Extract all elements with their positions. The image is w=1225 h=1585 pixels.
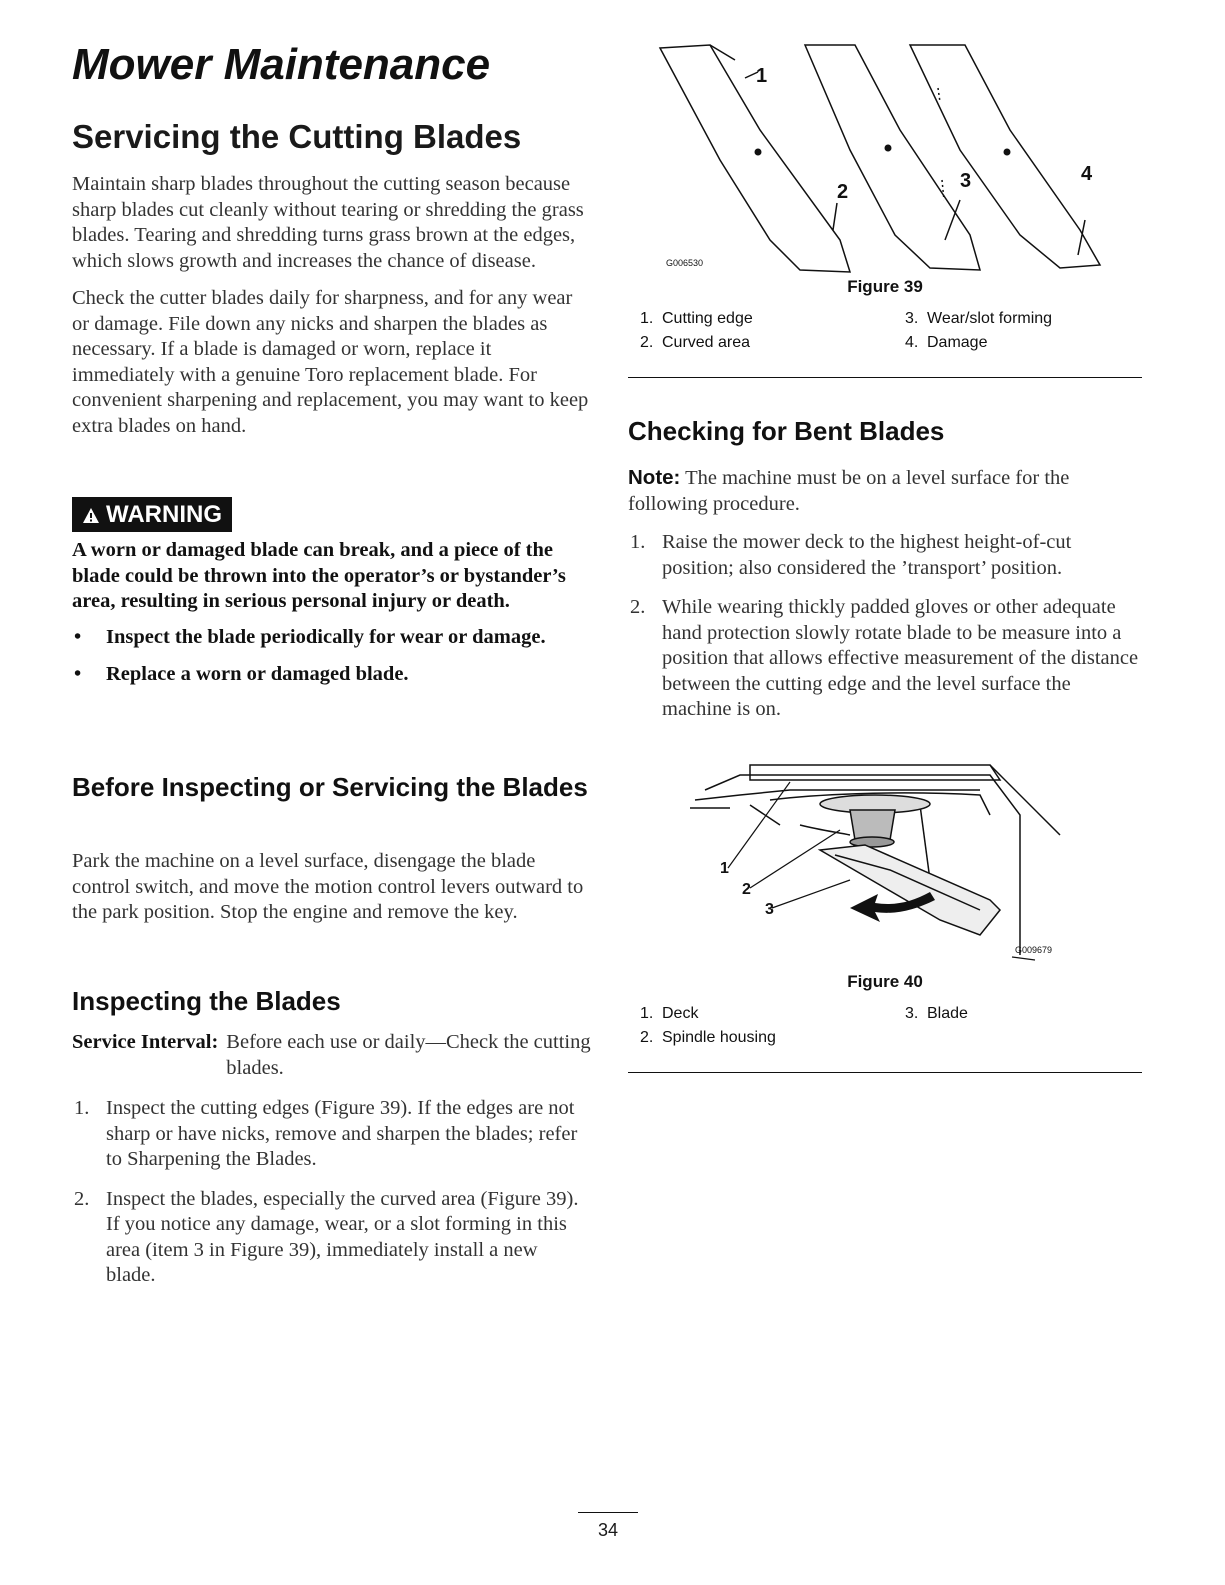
before-inspecting-heading: Before Inspecting or Servicing the Blades (72, 772, 588, 802)
warning-item: • Replace a worn or damaged blade. (72, 662, 592, 688)
figure-39-blades-illustration (640, 40, 1130, 288)
figure-39-callout-2: 2 (837, 181, 849, 203)
figure-39-legend-right (905, 310, 1135, 358)
list-item: 1. Inspect the cutting edges (Figure 39). If the edges are not sharp or have nicks, remove and sharpen the blades; refer to Sharpening the Blades. (74, 1097, 578, 1170)
bent-blades-steps (628, 530, 1142, 737)
bent-blades-heading: Checking for Bent Blades (628, 416, 945, 446)
bullet: • (74, 625, 82, 648)
page-number-rule (578, 1512, 638, 1513)
legend-item: 3. Wear/slot forming (905, 310, 1053, 327)
note-label: Note: (628, 466, 681, 489)
figure-40-callout-3: 3 (765, 901, 774, 918)
inspecting-heading: Inspecting the Blades (72, 986, 341, 1016)
divider (628, 1072, 1142, 1073)
note-text: The machine must be on a level surface for the following procedure. (628, 467, 1070, 515)
legend-item: 3. Blade (905, 1005, 968, 1022)
warning-item: • Inspect the blade periodically for wear or damage. (72, 625, 592, 651)
warning-text: A worn or damaged blade can break, and a piece of the blade could be thrown into the operator’s or bystander’s area, resulting in serious personal injury or death. (72, 539, 566, 612)
legend-item: 1. Deck (640, 1005, 699, 1022)
figure-40-legend-left (640, 1005, 900, 1053)
section-title: Servicing the Cutting Blades (72, 118, 522, 155)
figure-40-callout-2: 2 (742, 881, 751, 898)
warning-badge (72, 497, 232, 532)
figure-40-callout-1: 1 (720, 860, 729, 877)
figure-39-legend-left (640, 310, 900, 358)
service-interval-text: Before each use or daily—Check the cutting blades. (226, 1031, 591, 1079)
legend-item: 1. Cutting edge (640, 310, 753, 327)
warning-block (72, 538, 592, 700)
service-interval (72, 1030, 592, 1081)
legend-item: 2. Spindle housing (640, 1029, 776, 1046)
bullet: • (74, 663, 82, 685)
inspecting-steps (72, 1096, 592, 1303)
warning-list (72, 625, 592, 688)
before-inspecting-text: Park the machine on a level surface, disengage the blade control switch, and move the motion control levers outward to the park position. Stop the engine and remove the key. (72, 850, 584, 923)
intro-paragraph-1: Maintain sharp blades throughout the cutting season because sharp blades cut cleanly without tearing or shredding the grass blades. Tearing and shredding turns grass brown at the edges, which slows growth and increases the chance of disease. (72, 173, 584, 272)
legend-item: 4. Damage (905, 334, 988, 351)
list-item: 2. While wearing thickly padded gloves or other adequate hand protection slowly rotate blade to be measure into a position that allows effective measurement of the distance between the cutting edge and the level surface the machine is on. (630, 596, 1139, 720)
figure-40-caption: Figure 40 (847, 972, 923, 991)
list-item: 2. Inspect the blades, especially the curved area (Figure 39). If you notice any damage, wear, or a slot forming in this area (item 3 in Figure 39), immediately install a new blade. (74, 1187, 579, 1286)
figure-39-caption: Figure 39 (847, 277, 923, 296)
legend-item: 2. Curved area (640, 334, 751, 351)
page-title: Mower Maintenance (72, 40, 491, 89)
warning-triangle-icon (82, 507, 100, 524)
divider (628, 377, 1142, 378)
note (628, 465, 1142, 517)
intro-text (72, 172, 592, 451)
page-number: 34 (597, 1520, 619, 1540)
intro-paragraph-2: Check the cutter blades daily for sharpness, and for any wear or damage. File down any nicks and sharpen the blades as necessary. If a blade is damaged or worn, replace it immediately with a genuine Toro replacement blade. For convenient sharpening and replacement, you may want to keep extra blades on hand. (72, 287, 589, 437)
figure-39-callout-1: 1 (756, 65, 768, 87)
figure-39-callout-3: 3 (960, 170, 972, 192)
warning-label: WARNING (106, 501, 222, 528)
figure-39-callout-4: 4 (1081, 163, 1093, 185)
figure-39-code: G006530 (666, 258, 704, 268)
figure-40-code: G009679 (1015, 945, 1053, 955)
figure-40-legend-right (905, 1005, 1135, 1029)
service-interval-label: Service Interval: (72, 1031, 219, 1053)
figure-40-deck-illustration (690, 760, 1070, 968)
list-item: 1. Raise the mower deck to the highest height-of-cut position; also considered the ’transport’ position. (630, 531, 1072, 579)
